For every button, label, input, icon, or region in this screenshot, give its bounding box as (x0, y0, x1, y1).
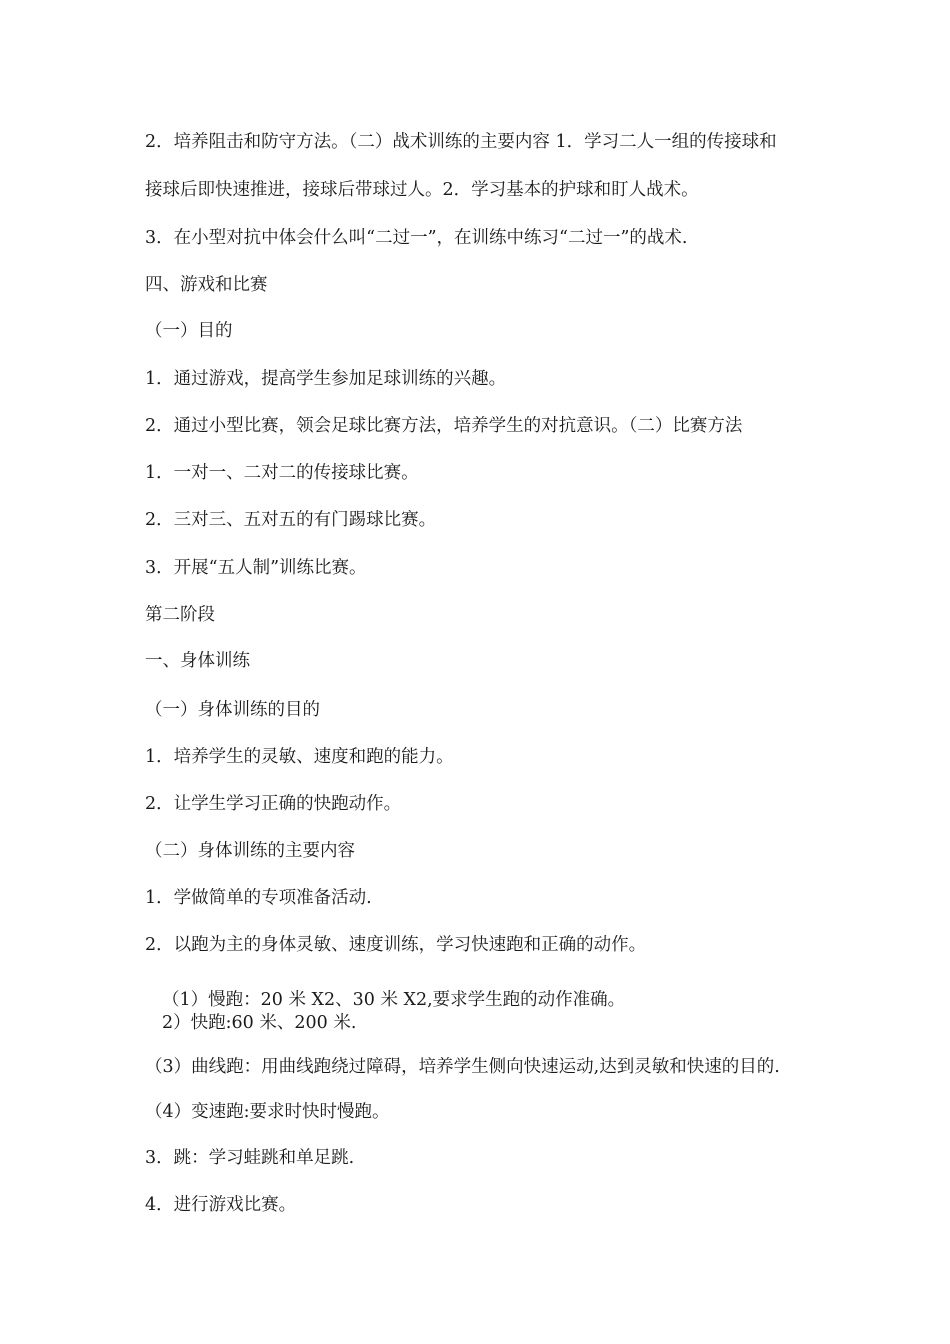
paragraph-line: 1．学做简单的专项准备活动. (145, 888, 372, 908)
section-heading: 一、身体训练 (145, 651, 250, 671)
paragraph-line: 2．三对三、五对五的有门踢球比赛。 (145, 510, 437, 530)
paragraph-line: 2．通过小型比赛，领会足球比赛方法，培养学生的对抗意识。（二）比赛方法 (145, 416, 743, 436)
list-item: 2）快跑:60 米、200 米. (162, 1013, 357, 1033)
paragraph-line: 4．进行游戏比赛。 (145, 1195, 297, 1215)
section-heading: 四、游戏和比赛 (145, 275, 268, 295)
list-item: （1）慢跑：20 米 X2、30 米 X2,要求学生跑的动作准确。 (162, 990, 626, 1010)
paragraph-line: 1．通过游戏，提高学生参加足球训练的兴趣。 (145, 369, 507, 389)
subsection-heading: （二）身体训练的主要内容 (145, 841, 355, 861)
paragraph-line: 3．在小型对抗中体会什么叫“二过一”，在训练中练习“二过一”的战术. (145, 228, 688, 248)
stage-heading: 第二阶段 (145, 605, 215, 625)
subsection-heading: （一）目的 (145, 321, 233, 341)
paragraph-line: 2．以跑为主的身体灵敏、速度训练，学习快速跑和正确的动作。 (145, 935, 647, 955)
list-item: （3）曲线跑：用曲线跑绕过障碍，培养学生侧向快速运动,达到灵敏和快速的目的. (145, 1057, 780, 1077)
paragraph-line: 1．培养学生的灵敏、速度和跑的能力。 (145, 747, 454, 767)
paragraph-line: 2．培养阻击和防守方法。（二）战术训练的主要内容 1．学习二人一组的传接球和 (145, 132, 777, 152)
paragraph-line: 3．开展“五人制”训练比赛。 (145, 558, 367, 578)
subsection-heading: （一）身体训练的目的 (145, 700, 320, 720)
paragraph-line: 接球后即快速推进，接球后带球过人。2．学习基本的护球和盯人战术。 (145, 180, 699, 200)
paragraph-line: 3．跳：学习蛙跳和单足跳. (145, 1148, 355, 1168)
paragraph-line: 2．让学生学习正确的快跑动作。 (145, 794, 402, 814)
list-item: （4）变速跑:要求时快时慢跑。 (145, 1102, 390, 1122)
paragraph-line: 1．一对一、二对二的传接球比赛。 (145, 463, 419, 483)
